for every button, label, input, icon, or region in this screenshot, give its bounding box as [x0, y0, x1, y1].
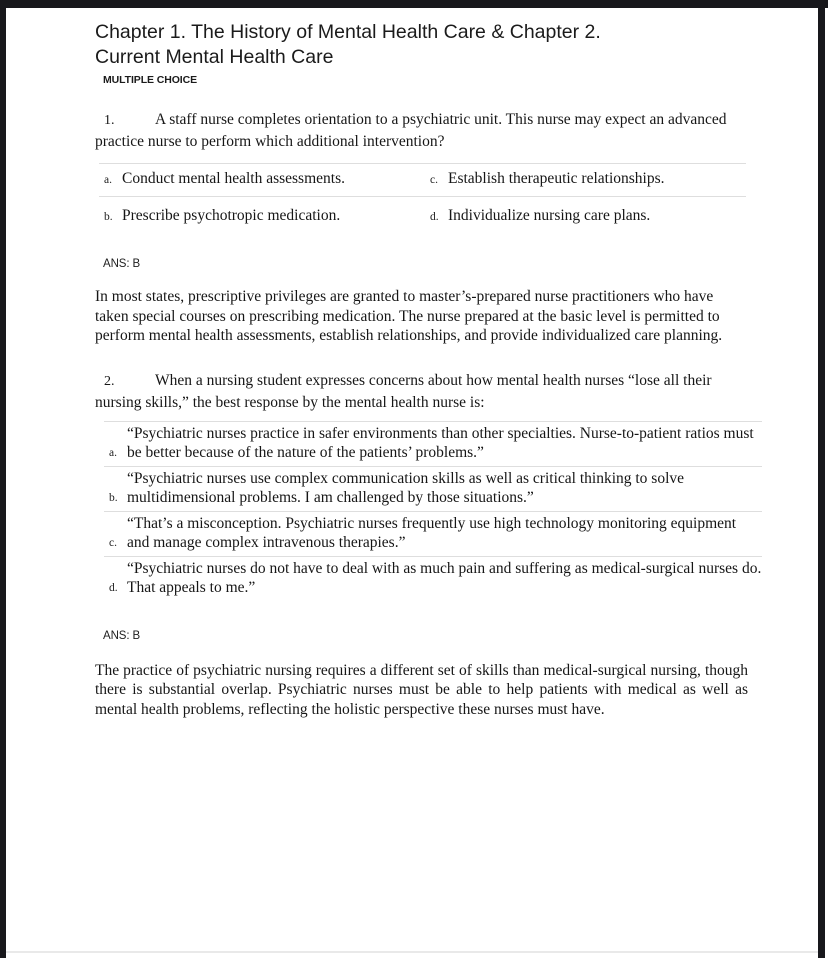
option-text: Individualize nursing care plans. — [448, 207, 651, 224]
option-b — [99, 206, 425, 227]
option-c — [104, 512, 762, 557]
option-text: Establish therapeutic relationships. — [448, 170, 665, 187]
option-text: “Psychiatric nurses practice in safer environments than other specialties. Nurse-to-patient ratios must be better because of the nature of the patients’ problems.” — [127, 424, 754, 461]
option-letter: a. — [109, 446, 117, 459]
question-2-stem — [95, 370, 748, 413]
option-row — [99, 197, 746, 231]
question-1 — [95, 109, 748, 346]
option-text: “That’s a misconception. Psychiatric nurses frequently use high technology monitoring equipment and manage complex intravenous therapies.” — [127, 514, 737, 551]
question-2-rationale: The practice of psychiatric nursing requires a different set of skills than medical-surgical nursing, though there is substantial overlap. Psychiatric nurses must be able to help patients with medical as well as mental health problems, reflecting the holistic perspective these nurses must have. — [95, 661, 748, 718]
option-text: “Psychiatric nurses do not have to deal with as much pain and suffering as medical-surgical nurses do. That appeals to me.” — [127, 559, 762, 596]
option-d — [425, 206, 746, 227]
option-d — [104, 557, 762, 601]
option-letter: d. — [109, 581, 118, 594]
question-number: 1. — [104, 113, 115, 128]
option-letter: c. — [109, 536, 117, 549]
option-letter: c. — [430, 174, 438, 186]
option-b — [104, 467, 762, 512]
question-number: 2. — [104, 373, 115, 389]
question-2-options-table — [104, 421, 762, 601]
section-heading: MULTIPLE CHOICE — [103, 74, 197, 86]
option-letter: d. — [430, 211, 439, 223]
option-text: Prescribe psychotropic medication. — [122, 207, 341, 224]
option-letter: b. — [104, 211, 113, 223]
answer-label: ANS: B — [103, 258, 141, 270]
option-row — [99, 163, 746, 197]
option-a — [99, 169, 425, 190]
option-letter: a. — [104, 174, 112, 186]
question-1-rationale: In most states, prescriptive privileges are granted to master’s-prepared nurse practitioners who have taken special courses on prescribing medication. The nurse prepared at the basic level is permitted to perform mental health assessments, establish relationships, and provide individualized care planning. — [95, 288, 723, 344]
question-1-options-table — [99, 163, 746, 231]
option-text: “Psychiatric nurses use complex communication skills as well as critical thinking to solve multidimensional problems. I am challenged by those situations.” — [127, 469, 685, 506]
page-title-line-1: Chapter 1. The History of Mental Health Care & Chapter 2. — [95, 21, 601, 43]
option-letter: b. — [109, 491, 118, 504]
page-title-line-2: Current Mental Health Care — [95, 46, 334, 68]
question-stem-text: When a nursing student expresses concerns about how mental health nurses “lose all their nursing skills,” the best response by the mental health nurse is: — [95, 371, 712, 411]
question-2 — [95, 370, 762, 720]
option-c — [425, 169, 746, 190]
question-1-stem — [95, 109, 748, 152]
page-bottom-edge — [6, 951, 818, 953]
document-page — [6, 8, 822, 719]
top-border-bar — [0, 0, 828, 8]
answer-label: ANS: B — [103, 629, 141, 642]
option-a — [104, 421, 762, 467]
option-text: Conduct mental health assessments. — [122, 170, 345, 187]
question-stem-text: A staff nurse completes orientation to a psychiatric unit. This nurse may expect an advanced practice nurse to perform which additional intervention? — [95, 111, 727, 150]
